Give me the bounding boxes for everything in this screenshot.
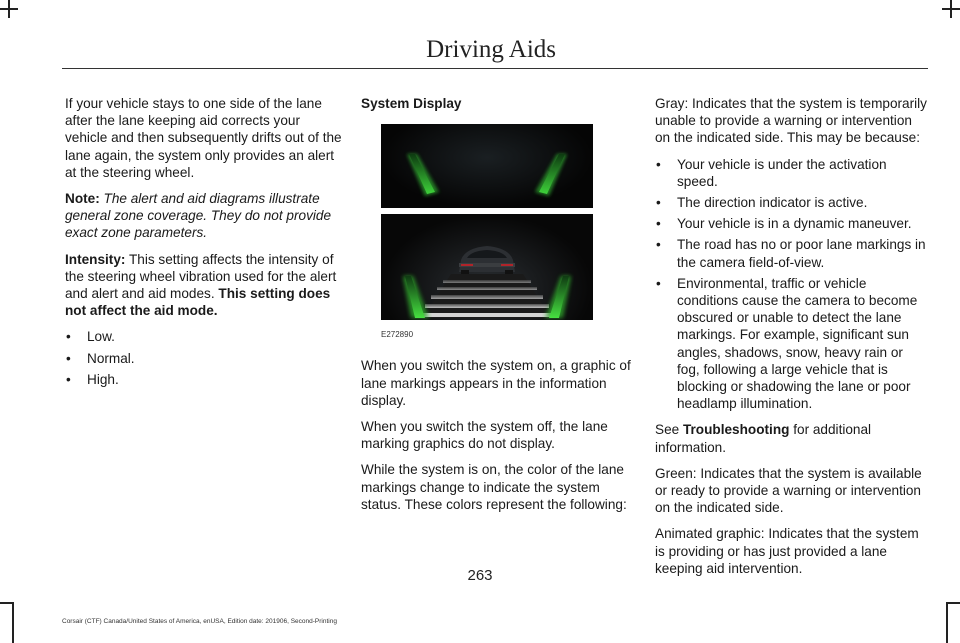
crop-mark-top-right-h: [942, 8, 960, 10]
crop-mark-bottom-right-h: [946, 602, 960, 604]
troubleshooting-reference: Troubleshooting: [682, 422, 790, 438]
intensity-text: This setting affects the intensity of the steering wheel vibration used for the alert and alert and aid modes.: [65, 251, 337, 302]
header-rule: [62, 68, 928, 69]
column-right: [655, 95, 928, 586]
see-prefix: See: [655, 422, 683, 438]
crop-mark-bottom-right-v: [946, 602, 948, 643]
list-item: • The road has no or poor lane markings in the camera field-of-view.: [655, 236, 928, 270]
list-item: • High.: [65, 371, 343, 388]
figure-code: E272890: [381, 330, 414, 340]
paragraph-switch-off: When you switch the system off, the lane marking graphics do not display.: [361, 419, 608, 452]
see-suffix: for additional information.: [655, 422, 872, 455]
paragraph-drift: If your vehicle stays to one side of the lane after the lane keeping aid corrects your vehicle and then subsequently drifts out of the lane again, the system only provides an alert at the steering wheel.: [65, 96, 342, 180]
column-middle: [361, 95, 631, 522]
note-text: The alert and aid diagrams illustrate general zone coverage. They do not provide exact zone parameters.: [65, 191, 332, 241]
section-heading: System Display: [361, 96, 462, 111]
column-left: [65, 95, 343, 397]
paragraph-color-status: While the system is on, the color of the lane markings change to indicate the system status. These colors represent the following:: [361, 462, 627, 512]
list-item: • Environmental, traffic or vehicle conditions cause the camera to become obscured or unable to detect the lane markings. For example, significant sun angles, shadows, snow, heavy rain or fog, following a large vehicle that is blocking or shadowing the lane or poor headlamp illumination.: [655, 275, 928, 413]
page-number: 263: [467, 567, 493, 584]
vehicle-lane-graphic: [381, 214, 593, 320]
lane-markings-graphic: [381, 124, 593, 208]
paragraph-gray: Gray: Indicates that the system is temporarily unable to provide a warning or intervention on the indicated side. This may be because:: [655, 96, 927, 146]
paragraph-switch-on: When you switch the system on, a graphic of lane markings appears in the information display.: [361, 358, 631, 408]
crop-mark-top-left-h: [0, 8, 18, 10]
intensity-paragraph: [65, 251, 343, 320]
intensity-options-list: [65, 328, 343, 388]
note-paragraph: [65, 190, 343, 242]
lane-graphic-panel-top: [381, 124, 593, 208]
list-item: • Your vehicle is in a dynamic maneuver.: [655, 215, 928, 232]
footer-edition-info: Corsair (CTF) Canada/United States of America, enUSA, Edition date: 201906, Second-Printing: [62, 618, 337, 625]
crop-mark-bottom-left-h: [0, 602, 14, 604]
paragraph-green: Green: Indicates that the system is available or ready to provide a warning or intervention on the indicated side.: [655, 465, 922, 516]
page-title: Driving Aids: [426, 36, 556, 63]
list-item: • Normal.: [65, 350, 343, 367]
paragraph-animated: Animated graphic: Indicates that the system is providing or has just provided a lane keeping aid intervention.: [655, 526, 919, 576]
list-item: • The direction indicator is active.: [655, 194, 928, 211]
list-item: • Your vehicle is under the activation speed.: [655, 156, 928, 190]
reasons-list: [655, 156, 928, 413]
lane-graphic-panel-bottom: [381, 214, 593, 320]
see-troubleshooting-paragraph: [655, 421, 928, 455]
note-label: Note:: [65, 191, 100, 207]
crop-mark-bottom-left-v: [12, 602, 14, 643]
intensity-bold-text: This setting does not affect the aid mode.: [65, 286, 331, 319]
list-item: • Low.: [65, 328, 343, 345]
intensity-label: Intensity:: [65, 251, 126, 267]
system-display-figure: [381, 124, 593, 343]
